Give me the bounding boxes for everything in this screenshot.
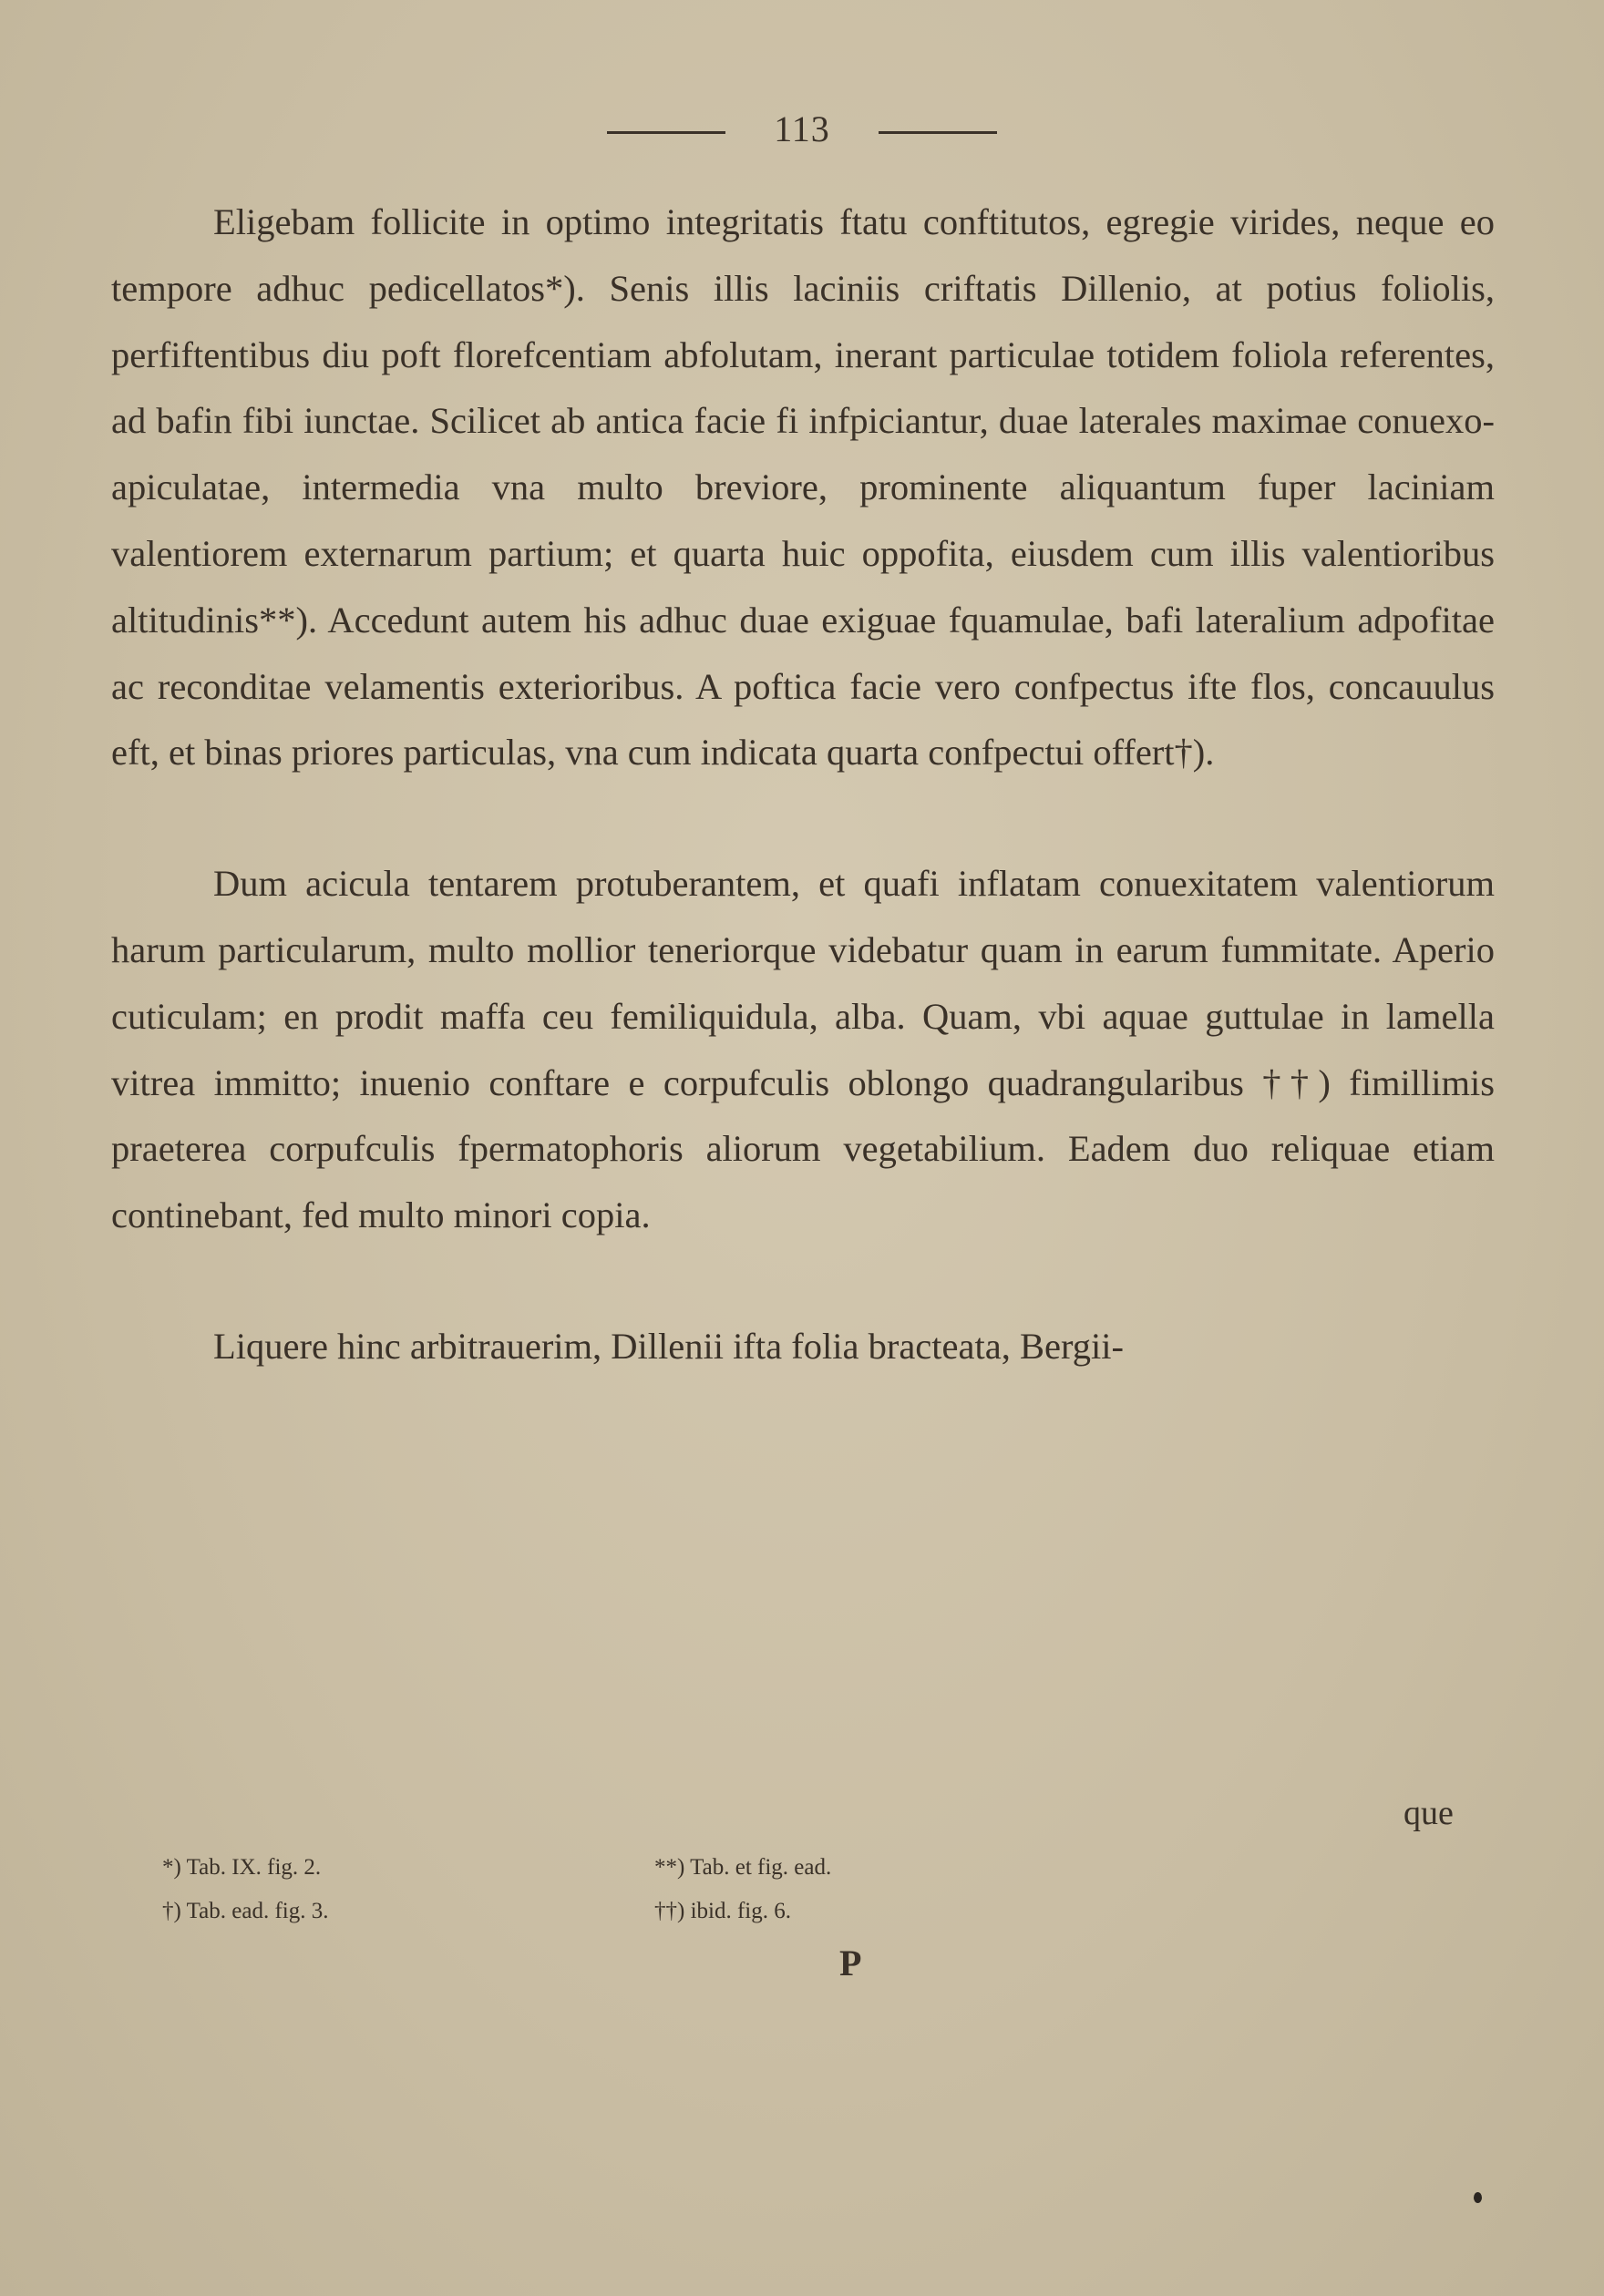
footnote: †) Tab. ead. fig. 3.	[162, 1899, 329, 1923]
footnote-row	[162, 1890, 1165, 1933]
body-text	[111, 190, 1495, 1380]
page-number: 113	[774, 108, 830, 149]
footnotes	[162, 1846, 1165, 1933]
ink-speck	[1474, 2192, 1482, 2203]
page-header	[0, 108, 1604, 150]
header-rule-left	[607, 131, 725, 134]
footnote: **) Tab. et fig. ead.	[654, 1855, 832, 1880]
paragraph: Liquere hinc arbitrauerim, Dillenii ifta folia bracteata, Bergii-	[213, 1325, 1124, 1367]
footnote: *) Tab. IX. fig. 2.	[162, 1855, 322, 1880]
paragraph: Eligebam follicite in optimo integritatis ftatu conftitutos, egregie virides, neque eo tempore adhuc pedicellatos*). Senis illis laciniis criftatis Dillenio, at potius foliolis, perfiftentibus diu poft florefcentiam abfolutam, inerant particulae totidem foliola referentes, ad bafin fibi iunctae. Scilicet ab antica facie fi infpiciantur, duae laterales maximae conuexo-apiculatae, intermedia vna multo breviore, prominente aliquantum fuper laciniam valentiorem externarum partium; et quarta huic oppofita, eiusdem cum illis valentioribus altitudinis**). Accedunt autem his adhuc duae exiguae fquamulae, bafi lateralium adpofitae ac reconditae velamentis exterioribus. A poftica facie vero confpectus ifte flos, concauulus eft, et binas priores particulas, vna cum indicata quarta confpectui offert†).	[111, 201, 1495, 774]
header-rule-right	[879, 131, 997, 134]
signature-mark: P	[839, 1942, 862, 1983]
footnote: ††) ibid. fig. 6.	[654, 1899, 791, 1923]
paragraph: Dum acicula tentarem protuberantem, et quafi inflatam conuexitatem valentiorum harum particularum, multo mollior teneriorque videbatur quam in earum fummitate. Aperio cuticulam; en prodit maffa ceu femiliquidula, alba. Quam, vbi aquae guttulae in lamella vitrea immitto; inuenio conftare e corpufculis oblongo quadrangularibus ††) fimillimis praeterea corpufculis fpermatophoris aliorum vegetabilium. Eadem duo reliquae etiam continebant, fed multo minori copia.	[111, 863, 1495, 1236]
catchword: que	[1404, 1794, 1454, 1832]
footnote-row	[162, 1846, 1165, 1890]
